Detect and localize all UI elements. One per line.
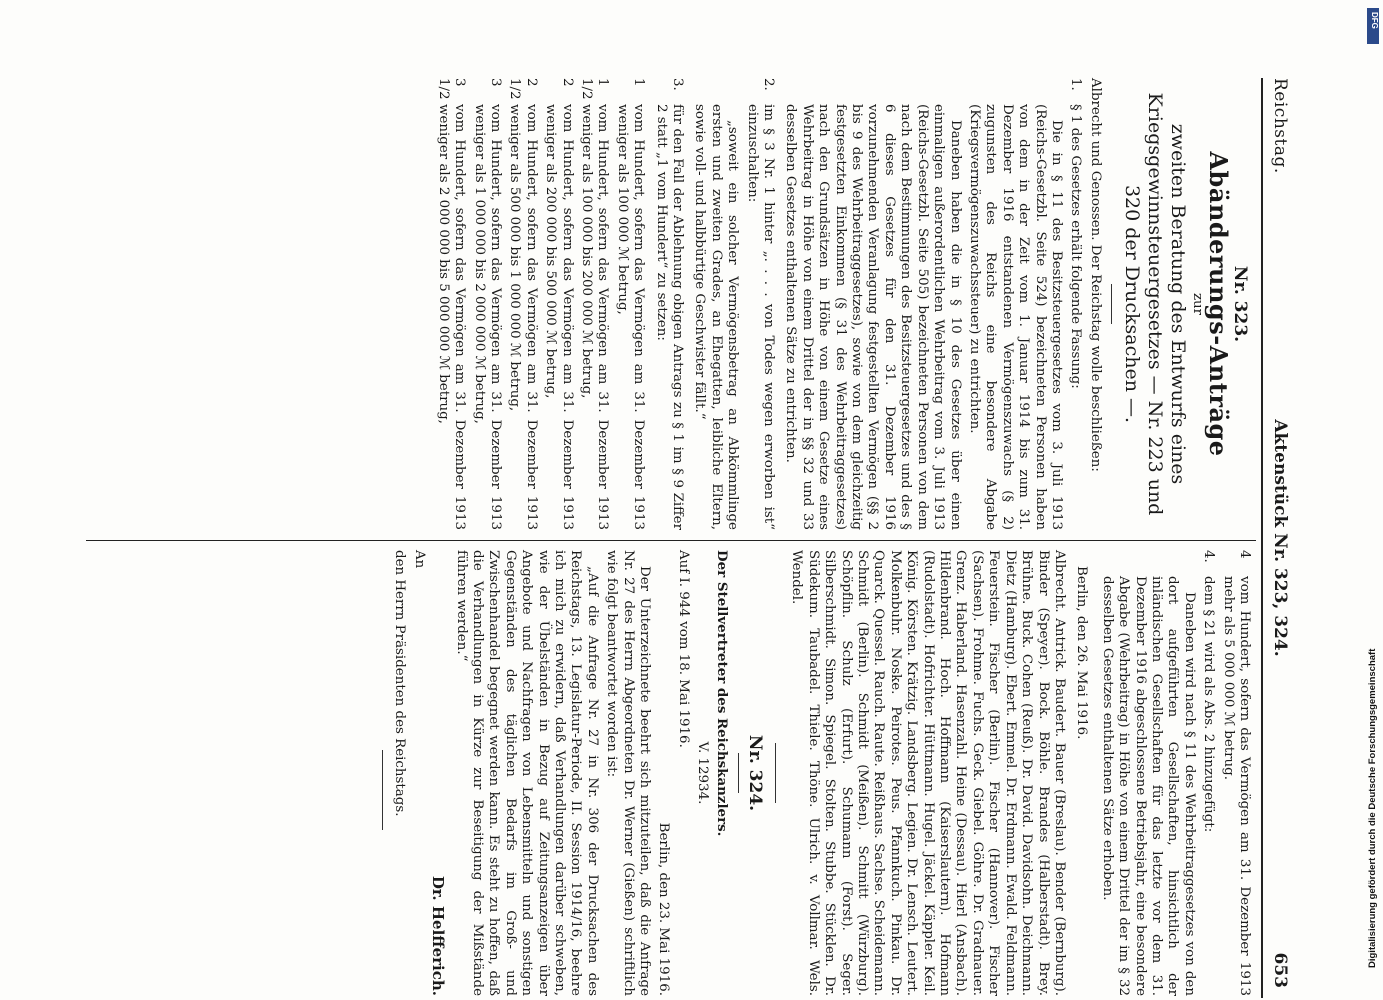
rate-text: vom Hundert, sofern das Vermögen am 31. Dezember 1913 weniger als 200 000 bis 500 000 ℳ betrug,: [543, 104, 575, 530]
nr324-p2: „Auf die Anfrage Nr. 27 in Nr. 306 der Drucksachen des Reichstags, 13. Legislatur-Periode, II. Session 1914/16, beehre ich mich zu erwidern, daß Verhandlungen darüber schweben, wie der Übelständen in Bezug auf Zeitungsanzeigen über Angebote und Nachfragen von Lebensmitteln und sonstigen Gegenständen des täglichen Bedarfs im Groß- und Zwischenhandel begegnet werden kann. Es steht zu hoffen, daß die Verhandlungen in Kürze zur Beseitigung der Mißstände führen werden.“: [453, 550, 600, 996]
item-quote: Daneben wird nach § 11 des Wehrbeitraggesetzes von den dort aufgeführten Gesellschaften, hinsichtlich der inländischen Gesellschaften für das letzte vor dem 31. Dezember 1916 abgeschlossene Betriebsjahr, eine besondere Abgabe (Wehrbeitrag) in Höhe von einem Drittel der im § 32 desselben Gesetzes enthaltenen Sätze erhoben.: [1099, 576, 1197, 996]
item-text: dem § 21 wird als Abs. 2 hinzugefügt:: [1201, 576, 1217, 833]
rate-text: vom Hundert, sofern das Vermögen am 31. Dezember 1913 weniger als 100 000 bis 200 000 ℳ betrug,: [579, 104, 611, 530]
item-number: 4.: [1201, 550, 1217, 563]
item-text: für den Fall der Ablehnung obigen Antrags zu § 1 im § 9 Ziffer 2 statt „1 vom Hundert“ zu setzen:: [653, 104, 686, 530]
list-item: [688, 78, 776, 530]
rate-number: 2: [559, 78, 575, 87]
item-number: 3.: [670, 78, 686, 91]
item-quote: „soweit ein solcher Vermögensbetrag an Abkömmlinge ersten und zweiten Grades, an Ehegatten, leibliche Eltern, sowie voll- und halbbürtige Geschwister fällt.“: [692, 104, 741, 530]
rate-row: [506, 78, 539, 530]
nr323-number: Nr. 323.: [1230, 265, 1250, 343]
nr324-ref2: Auf I. 944 vom 18. Mai 1916.: [675, 550, 691, 748]
rate-text: vom Hundert, sofern das Vermögen am 31. Dezember 1913 weniger als 500 000 bis 1 000 000 ℳ betrug,: [507, 104, 539, 530]
nr324-date: Berlin, den 23. Mai 1916.: [656, 822, 672, 996]
item-text: im § 3 Nr. 1 hinter „. . . . von Todes wegen erworben ist“ einzuschalten:: [744, 104, 777, 530]
rate-text: vom Hundert, sofern das Vermögen am 31. Dezember 1913 weniger als 2 000 000 bis 5 000 000 ℳ betrug,: [435, 104, 468, 530]
nr323-zur: zur: [1190, 292, 1206, 316]
rate-text: vom Hundert, sofern das Vermögen am 31. Dezember 1913 weniger als 1 000 000 bis 2 000 000 ℳ betrug,: [471, 104, 503, 530]
rate-row: [434, 78, 467, 530]
nr324-p1: Der Unterzeichnete beehrt sich mitzuteilen, daß die Anfrage Nr. 27 des Herrn Abgeordneten Dr. Werner (Gießen) schriftlich wie folgt beantwortet worden ist:: [604, 550, 652, 996]
nr323-intro: Albrecht und Genossen. Der Reichstag wolle beschließen:: [1087, 78, 1103, 472]
nr324-ref: V. 12934.: [695, 741, 711, 805]
item-text: § 1 des Gesetzes erhält folgende Fassung:: [1068, 104, 1084, 389]
rate-row: [578, 78, 611, 530]
column-left: [431, 78, 1252, 530]
dfg-logo: DFG: [1367, 8, 1379, 44]
item-number: 1.: [1068, 78, 1084, 91]
rate-number: 2 1/2: [507, 78, 539, 100]
list-item: [1095, 550, 1216, 996]
nr324-signature: Dr. Helfferich.: [429, 875, 448, 996]
header-left: Reichstag.: [1270, 78, 1290, 174]
column-divider: [86, 540, 1256, 541]
item-paragraph: Daneben haben die in § 10 des Gesetzes über einen einmaligen außerordentlichen Wehrbeitrag vom 3. Juli 1913 (Reichs-Gesetzbl. Seite 505) bezeichneten Personen von dem nach dem Bestimmungen des Besitzsteuergesetzes und des § 6 dieses Gesetzes für den 31. Dezember 1916 vorzunehmenden Veranlagung festgestellten Vermögen (§§ 2 bis 9 des Wehrbeitraggesetzes), sowie von dem gleichzeitig festgesetzten Einkommen (§ 31 des Wehrbeitraggesetzes) nach den Grundsätzen in Höhe von einem Gesetze eines Wehrbeitrag in Höhe von einem Drittel der in §§ 32 und 33 desselben Gesetzes enthaltenen Sätze zu entrichten.: [783, 104, 963, 530]
rate-text: vom Hundert, sofern das Vermögen am 31. Dezember 1913 weniger als 100 000 ℳ betrug,: [614, 104, 647, 530]
nr323-title: Abänderungs-Anträge: [1203, 151, 1233, 457]
nr324-recipient: den Herrn Präsidenten des Reichstags.: [392, 550, 408, 817]
page-number: 653: [1270, 952, 1290, 988]
rate-number: 3 1/2: [435, 78, 468, 100]
rate-number: 1: [631, 78, 647, 87]
digitization-note: Digitalisierung gefördert durch die Deutsche Forschungsgemeinschaft: [1367, 648, 1378, 968]
nr324-an: An: [411, 550, 427, 569]
item-number: 2.: [761, 78, 777, 91]
divider: [382, 750, 383, 830]
nr324-number: Nr. 324.: [745, 734, 766, 812]
divider: [775, 743, 776, 803]
list-item: [779, 78, 1083, 530]
header-center: Aktenstück Nr. 323, 324.: [1270, 419, 1290, 657]
nr323-subtitle: zweiten Beratung des Entwurfs eines Kriegsgewinnsteuergesetzes — Nr. 223 und 320 der Drucksachen —.: [1120, 92, 1189, 516]
rate-row: [542, 78, 575, 530]
divider: [1111, 284, 1112, 324]
divider: [738, 753, 739, 793]
rate-number: 3: [487, 78, 503, 87]
nr324-from: Der Stellvertreter des Reichskanzlers.: [713, 550, 730, 837]
rate-number: 4: [1237, 550, 1252, 559]
rate-row: [1219, 550, 1252, 996]
rate-number: 1 1/2: [579, 78, 611, 100]
column-right: [382, 550, 1252, 996]
rate-row: [470, 78, 503, 530]
nr323-date: Berlin, den 26. Mai 1916.: [1074, 566, 1090, 740]
rate-text: vom Hundert, sofern das Vermögen am 31. Dezember 1913 mehr als 5 000 000 ℳ betrug.: [1220, 576, 1252, 996]
item-paragraph: Die in § 11 des Besitzsteuergesetzes vom 3. Juli 1913 (Reichs-Gesetzbl. Seite 524) bezeichneten Personen haben von dem in der Zeit vom 1. Januar 1914 bis zum 31. Dezember 1916 entstandenen Vermögenszuwachs (§ 2) zugunsten des Reichs eine besondere Abgabe (Kriegsvermögenszuwachssteuer) zu entrichten.: [966, 104, 1064, 530]
rate-row: [613, 78, 646, 530]
list-item: [649, 78, 685, 530]
header-rule: [1262, 78, 1264, 998]
rotated-page: [50, 78, 1290, 998]
signatories: Albrecht. Antrick. Baudert. Bauer (Breslau). Bender (Bernburg). Binder (Speyer). Bock. Böhle. Brandes (Halberstadt). Brey. Brühne. Buck. Cohen (Reuß). Dr. David. Davidsohn. Deichmann. Dietz (Hamburg). Ebert. Emmel. Dr. Erdmann. Ewald. Feldmann. Feuerstein. Fischer (Berlin). Fischer (Hannover). Fischer (Sachsen). Frohme. Fuchs. Geck. Giebel. Göhre. Dr. Gradnauer. Grenz. Haberland. Hasenzahl. Heine (Dessau). Hierl (Ansbach). Hildenbrand. Hoch. Hoffmann (Kaiserslautern). Hofmann (Rudolstadt). Hofrichter. Hüttmann. Hugel. Jäckel. Käppler. Keil. König. Körsten. Krätzig. Landsberg. Legien. Dr. Lensch. Leutert. Molkenbuhr. Noske. Peirotes. Peus. Pfannkuch. Pinkau. Dr. Quarck. Quessel. Rauch. Raute. Reißhaus. Sachse. Scheidemann. Schmidt (Berlin). Schmidt (Meißen). Schmitt (Würzburg). Schöpflin. Schulz (Erfurt). Schumann (Forst). Seger. Silberschmidt. Simon. Spiegel. Stolten. Stubbe. Stücklen. Dr. Südekum. Taubadel. Thiele. Thöne. Ulrich. v. Vollmar. Wels. Wendel.: [789, 550, 1067, 996]
